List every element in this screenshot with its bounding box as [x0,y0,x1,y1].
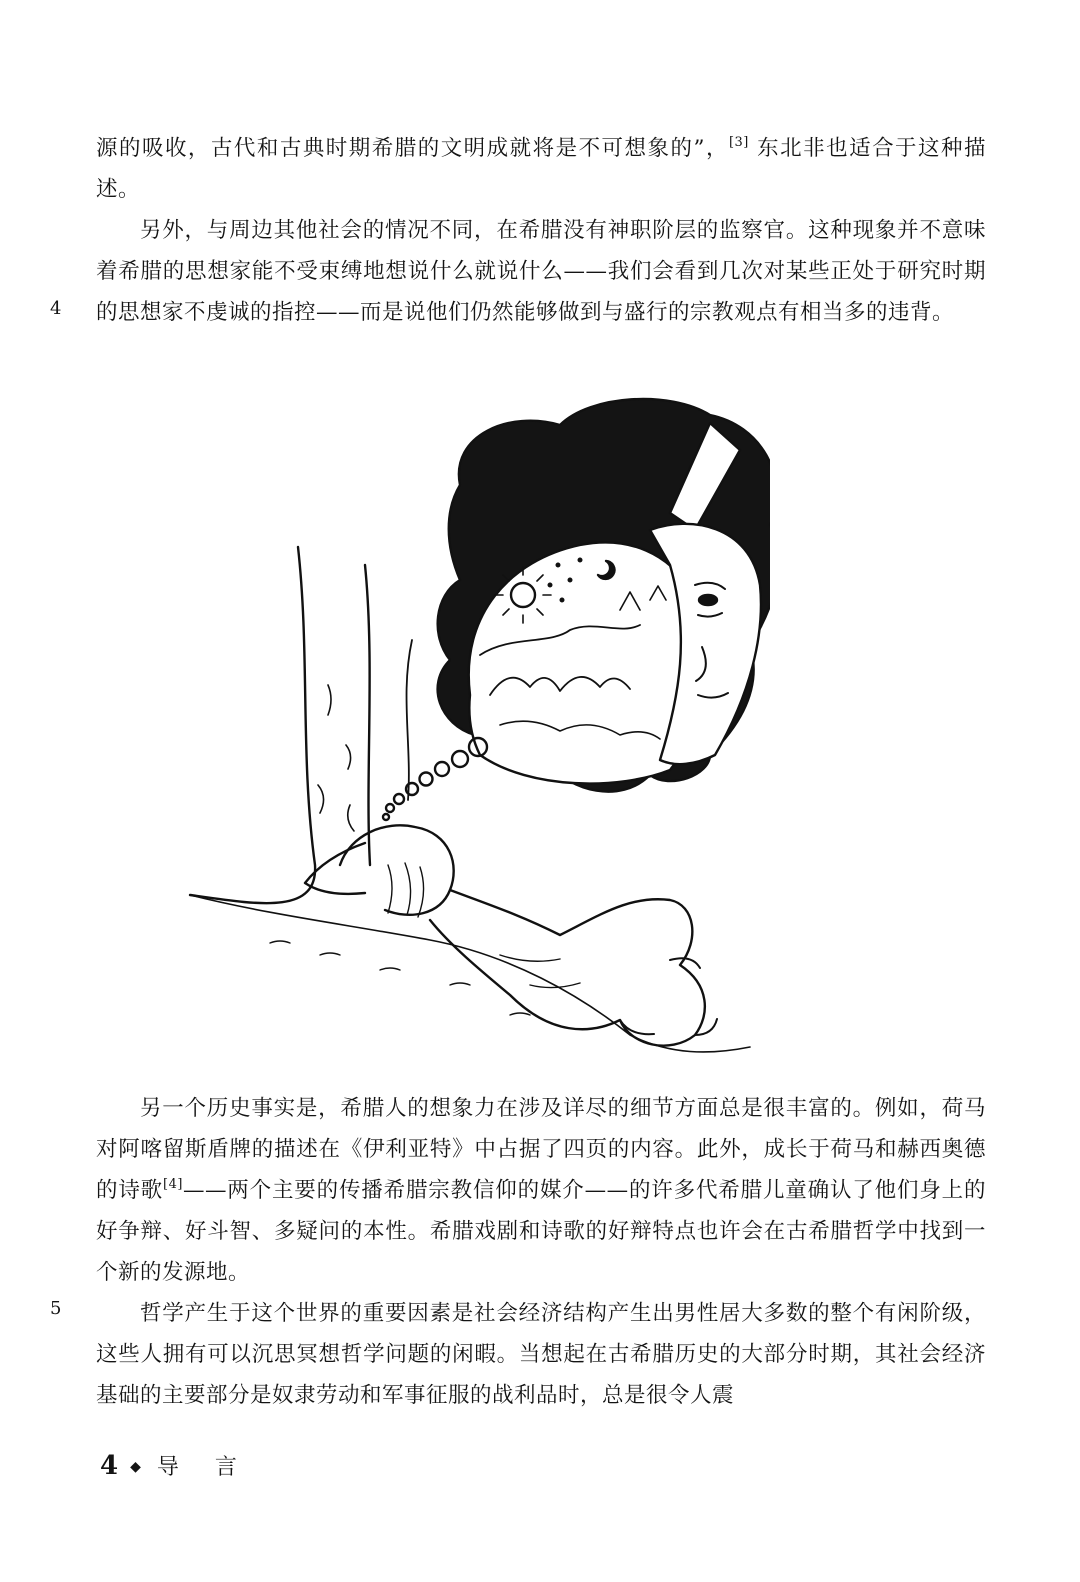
illustration-dreaming-philosopher [150,395,770,1067]
footnote-ref-4[interactable]: [4] [163,1177,183,1192]
page-number: 4 [100,1451,119,1481]
paragraph-leisure-class: 哲学产生于这个世界的重要因素是社会经济结构产生出男性居大多数的整个有闲阶级，这些人拥有可以沉思冥想哲学问题的闲暇。当想起在古希腊历史的大部分时期，其社会经济基础的主要部分是奴隶劳动和军事征服的战利品时，总是很令人震 [96,1301,986,1408]
paragraph-continuation [96,128,986,210]
footnote-ref-3[interactable]: [3] [728,135,749,150]
running-head: 导言 [156,1455,273,1480]
paragraph-text: 源的吸收，古代和古典时期希腊的文明成就将是不可想象的”， [96,136,729,161]
paragraph-priesthood: 另外，与周边其他社会的情况不同，在希腊没有神职阶层的监察官。这种现象并不意味着希腊的思想家能不受束缚地想说什么就说什么——我们会看到几次对某些正处于研究时期的思想家不虔诚的指控——而是说他们仍然能够做到与盛行的宗教观点有相当多的违背。 [96,218,986,325]
margin-number-4: 4 [50,298,62,319]
paragraph-text: 另一个历史事实是，希腊人的想象力在涉及详尽的细节方面总是很丰富的。例如，荷马对阿喀留斯盾牌的描述在《伊利亚特》中占据了四页的内容。此外，成长于荷马和赫西奥德的诗歌 [96,1096,986,1203]
margin-number-5: 5 [50,1298,62,1319]
text-block-top [96,128,986,333]
paragraph-imagination [96,1088,986,1293]
page-footer [100,1450,273,1481]
text-block-bottom [96,1088,986,1416]
diamond-bullet-icon: ◆ [130,1459,141,1475]
paragraph-text: ——两个主要的传播希腊宗教信仰的媒介——的许多代希腊儿童确认了他们身上的好争辩、好斗智、多疑问的本性。希腊戏剧和诗歌的好辩特点也许会在古希腊哲学中找到一个新的发源地。 [96,1178,986,1285]
paragraph-text: 东北非也适合于这种描述。 [96,136,986,202]
